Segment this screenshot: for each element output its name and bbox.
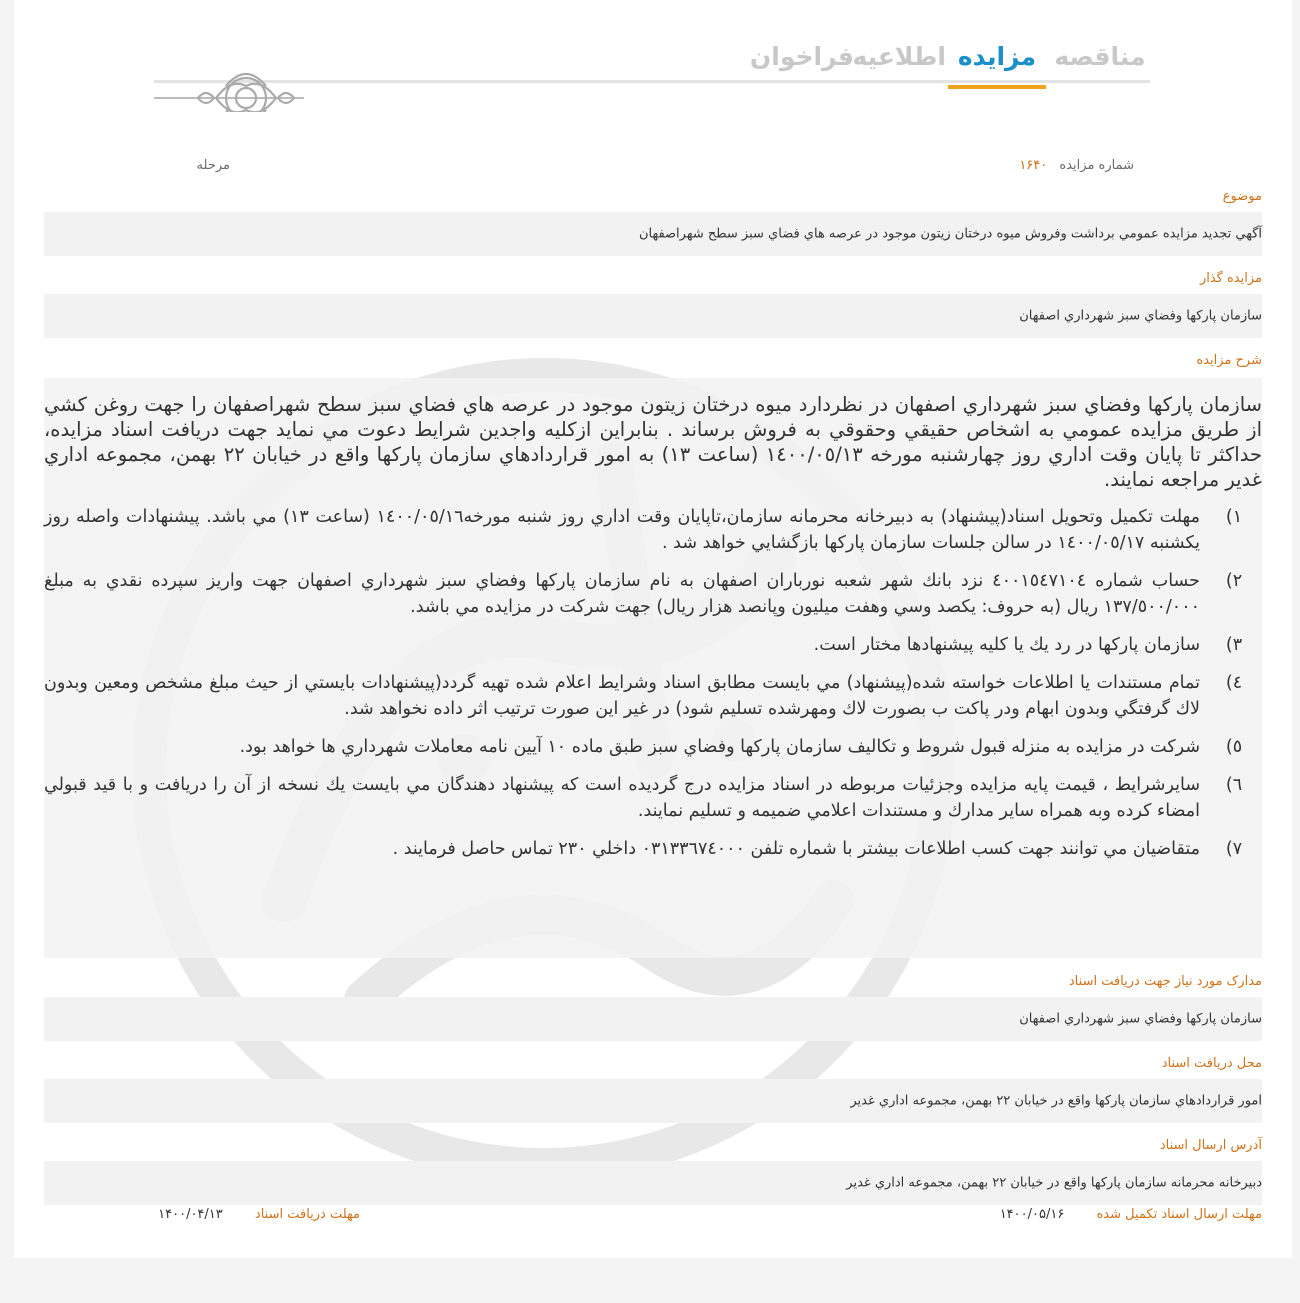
- page: [14, 0, 1292, 1258]
- receive-deadline-label: مهلت دریافت اسناد: [254, 1207, 360, 1222]
- auction-number-value: ۱۶۴۰: [1019, 158, 1048, 173]
- send-deadline-label: مهلت ارسال اسناد تکمیل شده: [1096, 1207, 1262, 1222]
- auction-number-label: شماره مزایده: [1059, 158, 1134, 173]
- item-text: شركت در مزايده به منزله قبول شروط و تكاليف سازمان پاركها وفضاي سبز طبق ماده ١٠ آيين نامه معاملات شهرداري ها خواهد بود.: [239, 737, 1200, 757]
- tab-tender[interactable]: مناقصه: [1054, 42, 1146, 71]
- list-item: [44, 772, 1262, 824]
- required-docs-title: مدارک مورد نیاز جهت دریافت اسناد: [1068, 974, 1262, 989]
- list-item: [44, 504, 1262, 556]
- send-address-title: آدرس ارسال اسناد: [1159, 1138, 1262, 1153]
- item-number: ٧): [1225, 839, 1243, 859]
- required-docs-text: سازمان پاركها وفضاي سبز شهرداري اصفهان: [1019, 1011, 1262, 1027]
- send-address-box: [44, 1161, 1262, 1205]
- tabs-bar: [154, 38, 1150, 88]
- list-item: [44, 632, 1262, 658]
- receive-deadline: [158, 1207, 360, 1222]
- item-number: ١): [1225, 507, 1243, 527]
- send-deadline: [1000, 1207, 1262, 1222]
- list-item: [44, 568, 1262, 620]
- send-address-text: دبيرخانه محرمانه سازمان پاركها واقع در خيابان ٢٢ بهمن، مجموعه اداري غدير: [846, 1175, 1262, 1191]
- item-number: ٦): [1225, 775, 1243, 795]
- tab-call[interactable]: فراخوان: [749, 42, 854, 71]
- item-text: حساب شماره ٤٠٠١٥٤٧١٠٤ نزد بانك شهر شعبه نورباران اصفهان به نام سازمان پاركها وفضاي سبز شهرداري اصفهان جهت واريز سپرده نقدي به مبلغ ١٣٧/٥٠٠/٠٠٠ ريال (به حروف: يكصد وسي وهفت ميليون وپانصد هزار ريال) جهت شركت در مزايده مي باشد.: [44, 571, 1200, 617]
- tab-announcement[interactable]: اطلاعیه: [852, 42, 946, 71]
- auctioneer-box: [44, 294, 1262, 338]
- auctioneer-title: مزایده گذار: [1199, 271, 1262, 286]
- receive-place-title: محل دریافت اسناد: [1161, 1056, 1262, 1071]
- item-number: ٢): [1225, 571, 1243, 591]
- item-text: تمام مستندات يا اطلاعات خواسته شده(پيشنهاد) مي بايست مطابق اسناد وشرايط اعلام شده تهيه گردد(پيشنهادات بايستي از حيث مبلغ مشخص ومعين وبدون لاك گرفتگي وبدون ابهام ودر پاكت ب بصورت لاك ومهرشده تسليم شود) در غير اين صورت ترتيب اثر داده نخواهد شد.: [44, 673, 1200, 719]
- auction-stage-label: مرحله: [196, 158, 230, 173]
- description-intro: سازمان پاركها وفضاي سبز شهرداري اصفهان در نظردارد ميوه درختان زيتون موجود در عرصه هاي فضاي سبز سطح شهراصفهان را جهت روغن كشي از طريق مزايده عمومي به اشخاص حقيقي وحقوقي به فروش برساند . بنابراين ازكليه واجدين شرايط دعوت مي نمايد جهت دريافت اسناد مزايده، حداكثر تا پايان وقت اداري روز چهارشنبه مورخه ١٤٠٠/٠٥/١٣ (ساعت ١٣) به امور قراردادهاي سازمان پاركها واقع در خيابان ٢٢ بهمن، مجموعه اداري غدير مراجعه نمايند.: [44, 393, 1262, 491]
- subject-text: آگهي تجديد مزايده عمومي برداشت وفروش ميوه درختان زيتون موجود در عرصه هاي فضاي سبز سطح شهراصفهان: [638, 226, 1262, 242]
- item-text: متقاضيان مي توانند جهت كسب اطلاعات بيشتر با شماره تلفن ٠٣١٣٣٦٧٤٠٠٠ داخلي ٢٣٠ تماس حاصل فرمايند .: [392, 839, 1200, 859]
- ornament-icon: [154, 56, 304, 112]
- subject-box: [44, 212, 1262, 256]
- description-box: [44, 378, 1262, 958]
- subject-title: موضوع: [1222, 189, 1262, 204]
- list-item: [44, 734, 1262, 760]
- required-docs-box: [44, 997, 1262, 1041]
- item-text: سازمان پاركها در رد يك يا كليه پيشنهادها مختار است.: [813, 635, 1200, 655]
- auction-stage: [189, 158, 230, 173]
- item-number: ٤): [1225, 673, 1243, 693]
- receive-deadline-value: ۱۴۰۰/۰۴/۱۳: [158, 1207, 223, 1222]
- list-item: [44, 836, 1262, 862]
- description-items: [44, 504, 1262, 862]
- item-text: سايرشرايط ، قيمت پايه مزايده وجزئيات مربوطه در اسناد مزايده درج گرديده است كه پيشنهاد دهندگان مي بايست يك نسخه از آن را دريافت و با قيد قبولي امضاء كرده وبه همراه ساير مدارك و مستندات اعلامي ضميمه و تسليم نمايند.: [44, 775, 1200, 821]
- item-number: ٥): [1225, 737, 1243, 757]
- list-item: [44, 670, 1262, 722]
- description-title: شرح مزایده: [1196, 353, 1262, 368]
- auctioneer-text: سازمان پاركها وفضاي سبز شهرداري اصفهان: [1019, 308, 1262, 324]
- item-text: مهلت تكميل وتحويل اسناد(پيشنهاد) به دبيرخانه محرمانه سازمان،تاپايان وقت اداري روز شنبه مورخه١٤٠٠/٠٥/١٦ (ساعت ١٣) مي باشد. پيشنهادات واصله روز يكشنبه ١٤٠٠/٠٥/١٧ در سالن جلسات سازمان پاركها بازگشايي خواهد شد .: [44, 507, 1200, 553]
- tab-auction[interactable]: مزایده: [948, 42, 1046, 86]
- send-deadline-value: ۱۴۰۰/۰۵/۱۶: [999, 1207, 1065, 1222]
- item-number: ٣): [1225, 635, 1243, 655]
- receive-place-text: امور قراردادهاي سازمان پاركها واقع در خيابان ٢٢ بهمن، مجموعه اداري غدير: [850, 1093, 1262, 1109]
- receive-place-box: [44, 1079, 1262, 1123]
- auction-number: [1019, 158, 1134, 173]
